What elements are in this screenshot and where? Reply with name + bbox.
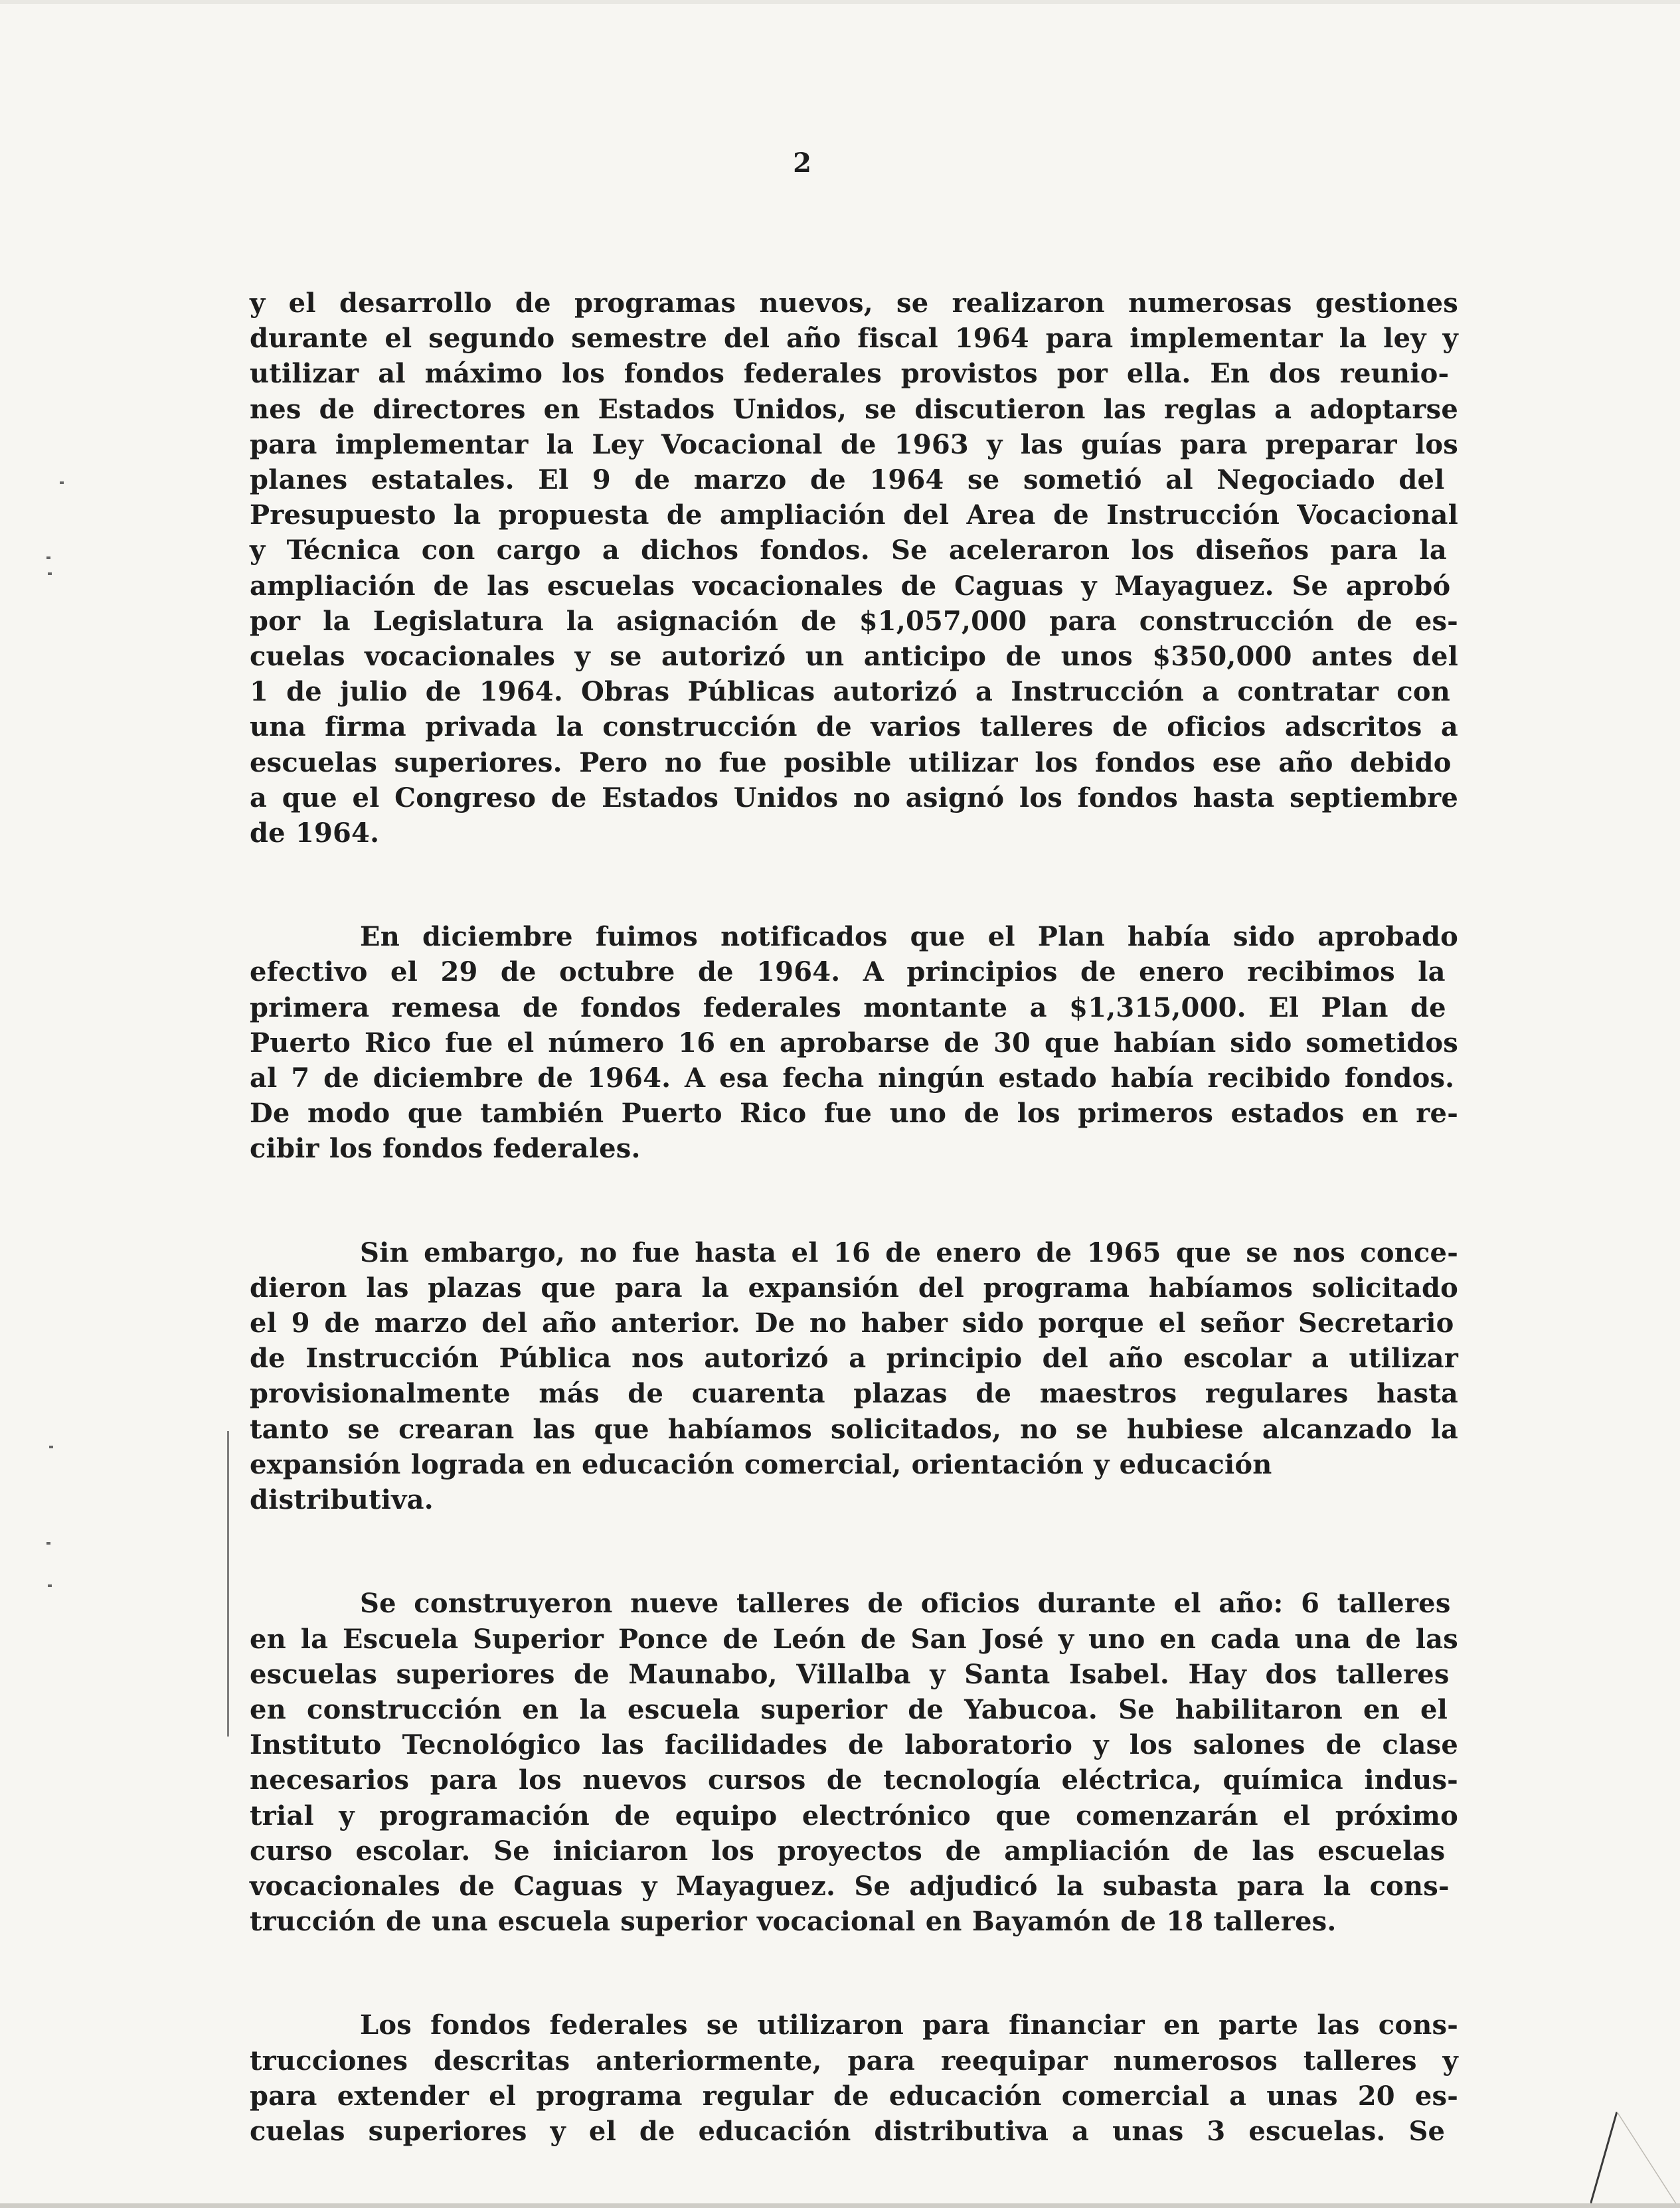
paragraph-gap [250,851,1458,919]
text-line: cuelas vocacionales y se autorizó un anticipo de unos $350,000 antes del [250,641,1458,673]
paragraph-5 [250,2007,1458,2149]
text-line: para extender el programa regular de educación comercial a unas 20 es- [250,2080,1458,2112]
text-line: y el desarrollo de programas nuevos, se realizaron numerosas gestiones [250,288,1458,319]
paragraph-2 [250,919,1458,1166]
text-line: a que el Congreso de Estados Unidos no asignó los fondos hasta septiembre [250,782,1458,813]
text-line: durante el segundo semestre del año fiscal 1964 para implementar la ley y [250,323,1458,355]
scan-top-edge [0,0,1680,4]
margin-speck [48,1584,52,1587]
paragraph-3 [250,1235,1458,1518]
margin-speck [48,572,52,575]
text-line: 1 de julio de 1964. Obras Públicas autorizó a Instrucción a contratar con [250,676,1451,708]
text-line: en construcción en la escuela superior de Yabucoa. Se habilitaron en el [250,1693,1448,1725]
margin-revision-bar [227,1431,229,1737]
text-line: Se construyeron nueve talleres de oficios durante el año: 6 talleres [360,1588,1451,1620]
text-line: para implementar la Ley Vocacional de 1963 y las guías para preparar los [250,428,1458,460]
text-line: trial y programación de equipo electrónico que comenzarán el próximo [250,1800,1458,1831]
page-number: 2 [793,147,811,179]
body-text [250,286,1458,2149]
text-line: y Técnica con cargo a dichos fondos. Se aceleraron los diseños para la [250,535,1447,566]
text-line: al 7 de diciembre de 1964. A esa fecha ningún estado había recibido fondos. [250,1062,1455,1094]
text-line: necesarios para los nuevos cursos de tecnología eléctrica, química indus- [250,1764,1458,1796]
text-line: ampliación de las escuelas vocacionales de Caguas y Mayaguez. Se aprobó [250,570,1451,602]
text-line: escuelas superiores. Pero no fue posible utilizar los fondos ese año debido [250,746,1452,778]
text-line: curso escolar. Se iniciaron los proyectos de ampliación de las escuelas [250,1835,1446,1867]
scan-bottom-edge [0,2203,1680,2208]
text-line: Los fondos federales se utilizaron para financiar en parte las cons- [360,2009,1458,2041]
text-line: trucciones descritas anteriormente, para reequipar numerosos talleres y [250,2045,1458,2077]
text-line: dieron las plazas que para la expansión del programa habíamos solicitado [250,1272,1458,1304]
text-line: distributiva. [250,1484,434,1516]
text-line: vocacionales de Caguas y Mayaguez. Se adjudicó la subasta para la cons- [250,1870,1450,1902]
margin-speck [46,1542,50,1545]
text-line: utilizar al máximo los fondos federales provistos por ella. En dos reunio- [250,358,1450,390]
text-line: trucción de una escuela superior vocacional en Bayamón de 18 talleres. [250,1906,1337,1938]
text-line: expansión lograda en educación comercial, orientación y educación [250,1448,1272,1480]
margin-speck [46,556,50,559]
paragraph-gap [250,1517,1458,1586]
text-line: Puerto Rico fue el número 16 en aprobarse de 30 que habían sido sometidos [250,1027,1458,1059]
text-line: en la Escuela Superior Ponce de León de San José y uno en cada una de las [250,1623,1458,1655]
text-line: Instituto Tecnológico las facilidades de laboratorio y los salones de clase [250,1729,1458,1761]
text-line: cuelas superiores y el de educación distributiva a unas 3 escuelas. Se [250,2115,1446,2147]
page-corner-curl [1590,2112,1677,2205]
text-line: el 9 de marzo del año anterior. De no haber sido porque el señor Secretario [250,1308,1454,1339]
text-line: Sin embargo, no fue hasta el 16 de enero de 1965 que se nos conce- [360,1236,1458,1268]
text-line: primera remesa de fondos federales montante a $1,315,000. El Plan de [250,991,1446,1023]
paragraph-gap [250,1167,1458,1235]
text-line: escuelas superiores de Maunabo, Villalba y Santa Isabel. Hay dos talleres [250,1658,1450,1690]
text-line: efectivo el 29 de octubre de 1964. A principios de enero recibimos la [250,956,1446,988]
margin-speck [49,1446,53,1448]
text-line: de 1964. [250,817,380,849]
text-line: tanto se crearan las que habíamos solicitados, no se hubiese alcanzado la [250,1413,1458,1445]
paragraph-1 [250,286,1458,851]
paragraph-gap [250,1939,1458,2007]
paragraph-4 [250,1586,1458,1939]
text-line: una firma privada la construcción de varios talleres de oficios adscritos a [250,711,1458,743]
text-line: de Instrucción Pública nos autorizó a principio del año escolar a utilizar [250,1343,1458,1375]
text-line: De modo que también Puerto Rico fue uno de los primeros estados en re- [250,1098,1458,1130]
text-line: planes estatales. El 9 de marzo de 1964 se sometió al Negociado del [250,464,1445,496]
text-line: por la Legislatura la asignación de $1,057,000 para construcción de es- [250,605,1458,637]
text-line: En diciembre fuimos notificados que el Plan había sido aprobado [360,921,1458,953]
margin-speck [60,481,64,484]
text-line: nes de directores en Estados Unidos, se discutieron las reglas a adoptarse [250,393,1458,425]
text-line: Presupuesto la propuesta de ampliación del Area de Instrucción Vocacional [250,499,1458,531]
text-line: provisionalmente más de cuarenta plazas de maestros regulares hasta [250,1378,1458,1410]
text-line: cibir los fondos federales. [250,1133,641,1165]
